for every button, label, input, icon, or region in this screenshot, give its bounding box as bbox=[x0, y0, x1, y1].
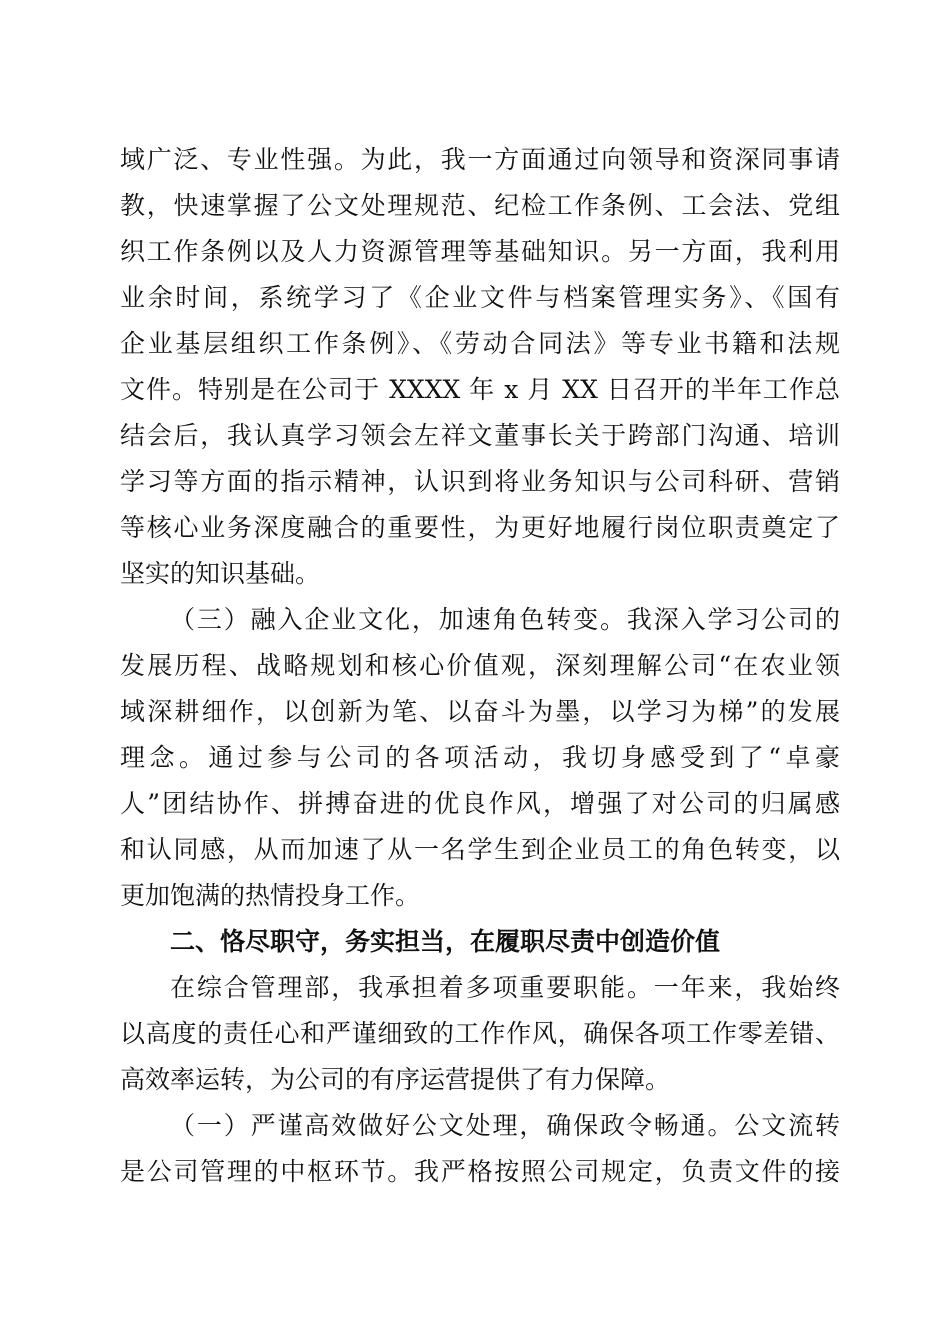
text-line: 业余时间，系统学习了《企业文件与档案管理实务》、《国有 bbox=[120, 283, 840, 312]
text-line: 企业基层组织工作条例》、《劳动合同法》等专业书籍和法规 bbox=[120, 329, 840, 358]
text-line: 更加饱满的热情投身工作。 bbox=[120, 881, 421, 910]
text-line: 高效率运转，为公司的有序运营提供了有力保障。 bbox=[120, 1065, 671, 1094]
text-line: 发展历程、战略规划和核心价值观，深刻理解公司“在农业领 bbox=[120, 651, 840, 680]
section-heading: 二、恪尽职守，务实担当，在履职尽责中创造价值 bbox=[170, 927, 721, 956]
text-line: （三）融入企业文化，加速角色转变。我深入学习公司的 bbox=[170, 605, 840, 634]
text-line: 织工作条例以及人力资源管理等基础知识。另一方面，我利用 bbox=[120, 237, 840, 266]
text-line: 理念。通过参与公司的各项活动，我切身感受到了“卓豪 bbox=[120, 743, 840, 772]
text-line: （一）严谨高效做好公文处理，确保政令畅通。公文流转 bbox=[170, 1111, 840, 1140]
text-line: 结会后，我认真学习领会左祥文董事长关于跨部门沟通、培训 bbox=[120, 421, 840, 450]
text-line: 是公司管理的中枢环节。我严格按照公司规定，负责文件的接 bbox=[120, 1157, 840, 1186]
document-body bbox=[120, 137, 840, 1195]
text-line: 域广泛、专业性强。为此，我一方面通过向领导和资深同事请 bbox=[120, 145, 840, 174]
text-line: 等核心业务深度融合的重要性，为更好地履行岗位职责奠定了 bbox=[120, 513, 840, 542]
text-line: 教，快速掌握了公文处理规范、纪检工作条例、工会法、党组 bbox=[120, 191, 840, 220]
text-line: 坚实的知识基础。 bbox=[120, 559, 321, 588]
text-line: 人”团结协作、拼搏奋进的优良作风，增强了对公司的归属感 bbox=[120, 789, 840, 818]
text-line: 学习等方面的指示精神，认识到将业务知识与公司科研、营销 bbox=[120, 467, 840, 496]
text-line: 以高度的责任心和严谨细致的工作作风，确保各项工作零差错、 bbox=[120, 1019, 840, 1048]
text-line: 在综合管理部，我承担着多项重要职能。一年来，我始终 bbox=[170, 973, 840, 1002]
text-line: 域深耕细作，以创新为笔、以奋斗为墨，以学习为梯”的发展 bbox=[120, 697, 840, 726]
text-line: 文件。特别是在公司于 XXXX 年 x 月 XX 日召开的半年工作总 bbox=[120, 375, 840, 404]
text-line: 和认同感，从而加速了从一名学生到企业员工的角色转变，以 bbox=[120, 835, 840, 864]
